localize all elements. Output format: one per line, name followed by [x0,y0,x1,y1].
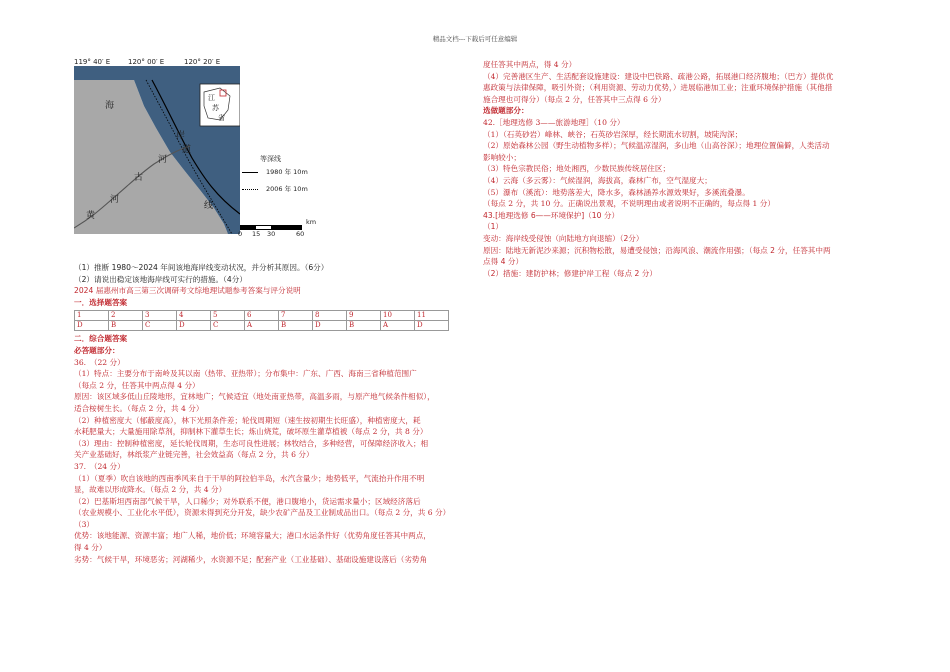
map-label-sea: 海 [105,101,115,111]
table-cell: A [245,321,279,331]
answer-line: 度任答其中两点，得 4 分） [483,60,577,69]
answer-line: 优势：该地能源、资源丰富；地广人稀，地价低；环境容量大；港口水运条件好（优势角度任答其中两点， [74,531,431,541]
answer-line: （4）完善港区生产、生活配套设施建设：建设中巴铁路、疏港公路，拓展港口经济腹地；（巴方）提供优 [483,71,834,81]
answer-line: 点得 4 分） [483,257,524,267]
table-cell: D [313,321,347,331]
answer-line: 42.［地理选修 3——旅游地理］（10 分） [483,117,625,127]
answer-line: （2）措施：建防护林；修建护岸工程（每点 2 分） [483,268,657,278]
table-cell: 9 [347,311,381,321]
table-cell: D [75,321,109,331]
table-cell: 4 [177,311,211,321]
answer-line: （1） [483,222,504,232]
table-cell: B [279,321,313,331]
answer-line: （5）瀑布（溪流）：地势落差大，降水多，森林涵养水源效果好，多溪流叠瀑。 [483,187,750,197]
answer-line: （每点 2 分，共 10 分。正确说出景观，不说明理由或者说明不正确的，每点得 1 分） [483,199,775,209]
answer-line: 惠政策与法律保障，吸引外资；（利用资源、劳动力优势，）进展临港加工业；注重环境保护措施（其他措 [483,83,833,93]
scale-tick-30: 30 [267,230,276,238]
table-cell: A [381,321,415,331]
question-43-title: 43.[地理选修 6——环境保护]（10 分） [483,210,620,220]
answer-line: 水耗肥量大；大量施用除草剂，抑制林下灌草生长；炼山烧荒，破坏原生灌草植被（每点 2 分，共 8 分） [74,427,428,437]
inset-label-jiang: 江 [208,94,215,102]
table-cell: 7 [279,311,313,321]
answer-title: 2024 届惠州市高三第三次调研考文综地理试题参考答案与评分说明 [74,286,301,296]
table-cell: 11 [415,311,449,321]
answer-line: （3）理由：控制种植密度，延长轮伐周期，生态可良性进展；林牧结合，多种经营，可保障经济收入；相 [74,438,429,448]
table-cell: 1 [75,311,109,321]
map-label-river2: 河 [110,195,120,205]
legend-solid-line [242,172,258,173]
page-header: 精品文档---下载后可任意编辑 [432,35,518,43]
answer-line: （每点 2 分，任答其中两点得 4 分） [74,380,200,390]
legend-dotted-line [242,189,258,190]
table-row [75,311,449,321]
answer-line: （3） [74,519,95,529]
coastline-map [74,66,240,234]
table-cell: B [347,321,381,331]
table-cell: 6 [245,311,279,321]
answer-line: 劣势：气候干旱，环境恶劣；河湖稀少，水资源不足；配套产业（工业基础）、基础设施建设落后（劣势角 [74,554,428,564]
question-1: （1）推断 1980～2024 年间该地海岸线变动状况，并分析其原因。（6分） [74,263,329,272]
answer-line: 施合理也可得分）（每点 2 分，任答其中三点得 6 分） [483,94,666,104]
map-label-river1: 河 [158,155,168,165]
table-cell: 5 [211,311,245,321]
coord-label-2: 120° 00′ E [128,58,165,66]
choice-answer-table [74,310,449,331]
question-2: （2）请说出稳定该地海岸线可实行的措施。（4分） [74,274,247,284]
map-label-shore: 岸 [176,131,186,141]
inset-label-sheng: 省 [218,114,225,122]
map-label-road: 道 [182,145,192,155]
coord-label-3: 120° 20′ E [184,58,221,66]
section-comprehensive-title: 二．综合题答案 [74,334,128,344]
legend-title: 等深线 [260,155,281,163]
table-cell: 8 [313,311,347,321]
table-cell: 10 [381,311,415,321]
map-label-ancient: 古 [134,173,144,183]
table-row [75,321,449,331]
table-cell: C [211,321,245,331]
table-cell: D [177,321,211,331]
answer-line: 影响较小； [483,152,521,162]
answer-line: （农业规模小、工业化水平低），资源未得到充分开发，缺少农矿产品及工业制成品出口。（每点 2 分，共 6 分） [74,508,451,518]
scale-unit: km [306,218,317,226]
answer-line: （2）巴基斯坦西南部气候干旱，人口稀少；对外联系不便，港口腹地小，货运需求量小；区域经济落后 [74,496,421,506]
inset-label-su: 苏 [212,104,219,112]
optional-section-title: 选做题部分： [483,106,529,116]
answer-line: 适合桉树生长。（每点 2 分，共 4 分） [74,403,204,413]
map-legend [240,150,320,240]
answer-line: 得 4 分） [74,543,107,553]
answer-line: （2）种植密度大（郁蔽度高），林下光照条件差；轮伐周期短（速生按初期生长旺盛），种植密度大，耗 [74,415,421,425]
answer-line: （1）特点：主要分布于南岭及其以南（热带、亚热带）；分布集中：广东、广西、海南三省种植范围广 [74,369,417,379]
answer-line: （4）云海（多云雾）：气候湿润，海拔高，森林广布，空气湿度大； [483,175,712,185]
scale-tick-60: 60 [296,230,305,238]
scale-tick-0: 0 [238,230,243,238]
answer-line: 36. （22 分） [74,357,125,367]
answer-line: 显，故难以形成降水。（每点 2 分，共 4 分） [74,485,227,495]
legend-1980: 1980 年 10m [266,168,308,176]
table-cell: 3 [143,311,177,321]
answer-line: 原因：该区域多低山丘陵地形，宜林地广；气候适宜（地处南亚热带，高温多雨，与原产地气候条件相似）， [74,392,435,402]
right-column [483,59,883,279]
table-cell: C [143,321,177,331]
table-cell: D [415,321,449,331]
answer-line: 关产业基础好，林纸浆产业链完善，社会效益高（每点 2 分，共 6 分） [74,450,314,460]
section-choice-title: 一．选择题答案 [74,297,128,307]
answer-line: （3）特色宗教民俗；地处湘西，少数民族传统居住区； [483,164,671,174]
scale-tick-15: 15 [252,230,261,238]
coord-label-1: 119° 40′ E [74,58,111,66]
answer-line: 37. （24 分） [74,461,125,471]
table-cell: 2 [109,311,143,321]
answer-line: （1）（石英砂岩）峰林、峡谷；石英砂岩深厚，经长期流水切割，坡陡沟深； [483,129,743,139]
left-column [74,262,474,565]
map-label-yellow: 黄 [86,211,96,221]
required-section-title: 必答题部分： [74,345,120,355]
answer-line: 原因：陆地无新泥沙来源；沉积物松散，易遭受侵蚀；沿海风浪、潮流作用强；（每点 2 分，任答其中两 [483,245,831,255]
answer-line: （1）（夏季）吹自该地的西南季风来自于干旱的阿拉伯半岛，水汽含量少；地势低平，气流抬升作用不明 [74,473,425,483]
map-label-coast: 线 [204,201,214,211]
legend-2006: 2006 年 10m [266,185,308,193]
answer-line: （2）原始森林公园（野生动植物多样）；气候温凉湿润，多山地（山高谷深）；地理位置偏僻，人类活动 [483,141,830,151]
table-cell: B [109,321,143,331]
answer-line: 变动：海岸线受侵蚀（向陆地方向退缩）（2分） [483,233,644,243]
